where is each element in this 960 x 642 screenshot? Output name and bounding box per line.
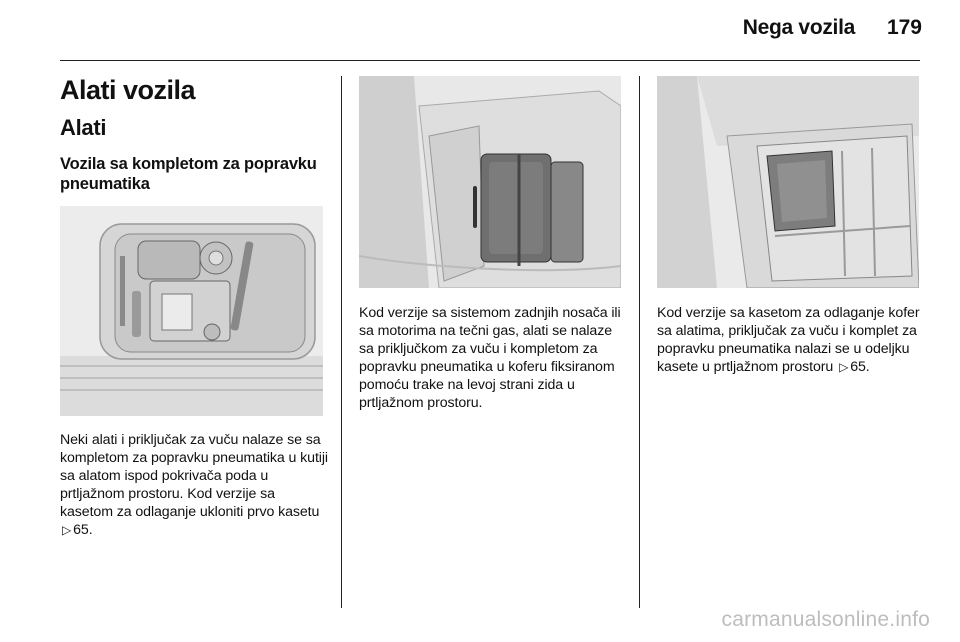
toolbox-illustration bbox=[60, 206, 323, 416]
triangle-right-icon: ▷ bbox=[62, 523, 72, 537]
paragraph-column-2 bbox=[359, 304, 627, 412]
paragraph-column-3 bbox=[657, 304, 923, 376]
page-reference[interactable]: 65. bbox=[73, 522, 93, 538]
paragraph-column-1 bbox=[60, 431, 328, 539]
watermark: carmanualsonline.info bbox=[721, 608, 930, 631]
paragraph-text: Kod verzije sa kasetom za odlaganje kofer sa alatima, priključak za vuču i komplet za popravku pneumatika nalazi se u odeljku kasete u prtljažnom prostoru bbox=[657, 305, 920, 375]
paragraph-text: Kod verzije sa sistemom zadnjih nosača ili sa motorima na tečni gas, alati se nalaze sa priključkom za vuču i kompletom za popravku pneumatika u koferu fiksiranom pomoću trake na levoj strani zida u prtljažnom prostoru. bbox=[359, 305, 621, 411]
triangle-right-icon: ▷ bbox=[839, 360, 849, 374]
column-divider bbox=[639, 76, 640, 608]
page-number: 179 bbox=[886, 16, 922, 39]
minor-heading: Vozila sa kompletom za popravku pneumatika bbox=[60, 155, 317, 193]
header-divider bbox=[60, 60, 920, 61]
tool-case-illustration bbox=[359, 76, 621, 288]
main-heading: Alati vozila bbox=[60, 75, 196, 105]
column-divider bbox=[341, 76, 342, 608]
paragraph-text: Neki alati i priključak za vuču nalaze se sa kompletom za popravku pneumatika u kutiji sa alatom ispod pokrivača poda u prtljažnom prostoru. Kod verzije sa kasetom za odlaganje ukloniti prvo kasetu bbox=[60, 432, 328, 520]
section-title: Nega vozila bbox=[742, 16, 855, 39]
storage-cassette-illustration bbox=[657, 76, 919, 288]
page-reference[interactable]: 65. bbox=[850, 359, 870, 375]
sub-heading: Alati bbox=[60, 115, 107, 140]
